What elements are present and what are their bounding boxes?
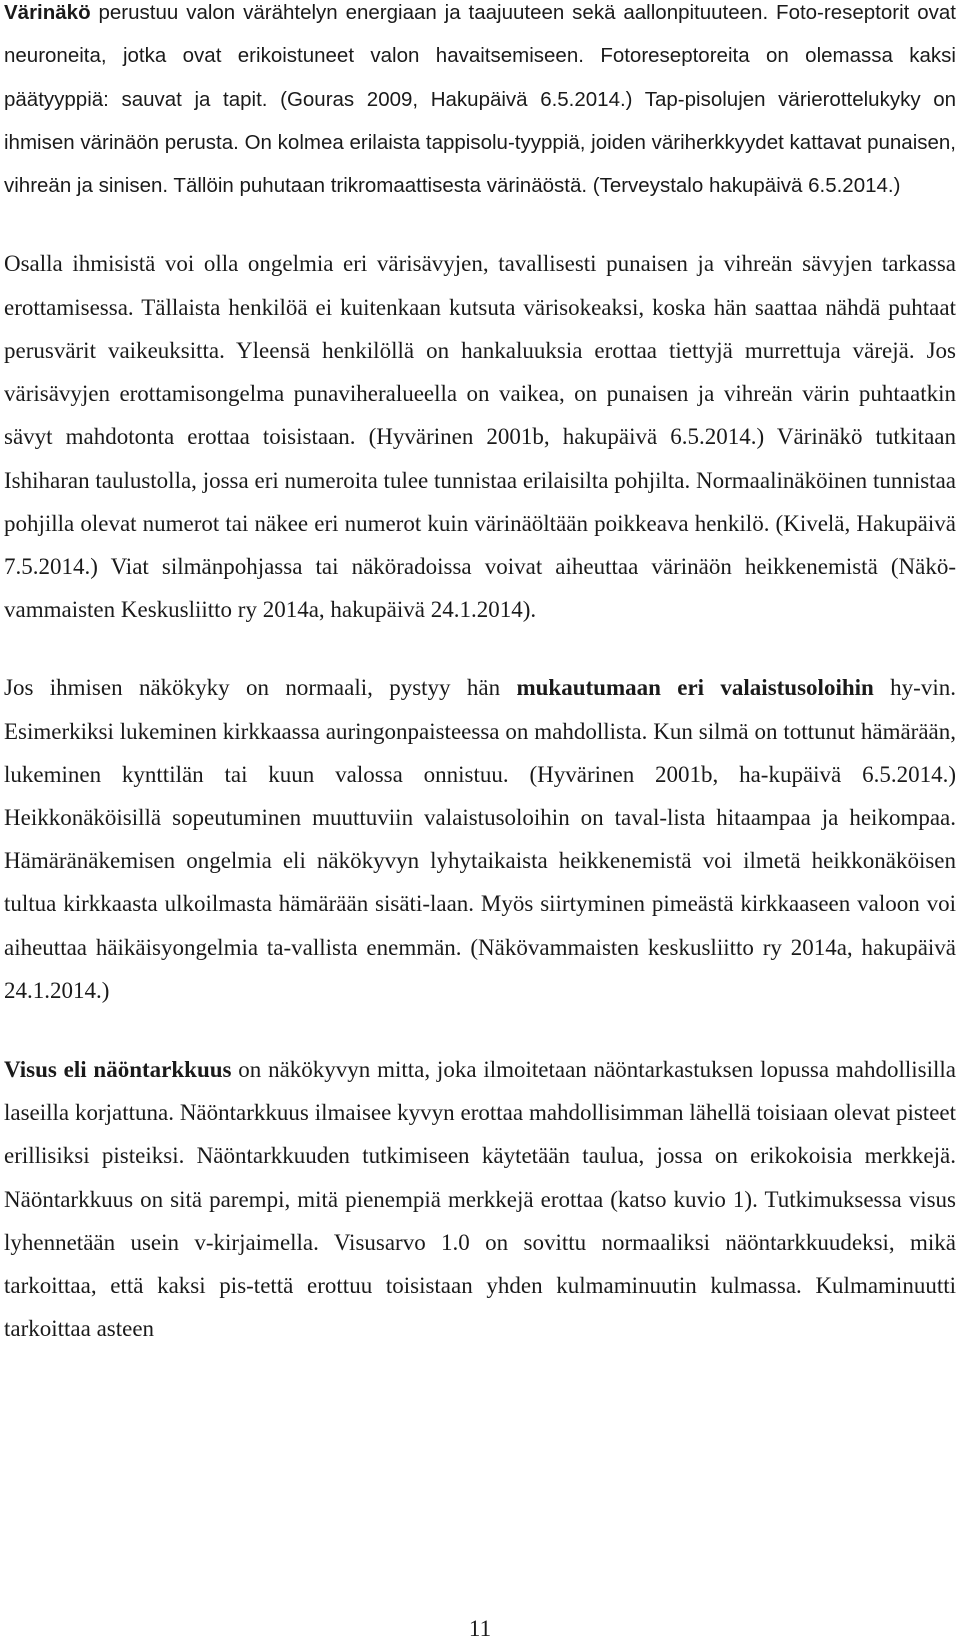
body-text [4,0,956,1350]
page-number: 11 [468,1616,492,1641]
term-light-adaptation: mukautumaan eri valaistusoloihin [516,675,874,701]
paragraph-light-adaptation [4,666,956,1012]
paragraph-text: Osalla ihmisistä voi olla ongelmia eri värisävyjen, tavallisesti punaisen ja vihreän sävyjen tarkassa erottamisessa. Tällaista henkilöä ei kuitenkaan kutsuta värisokeaksi, koska hän saattaa nähdä puhtaat perusvärit vaikeuksitta. Yleensä henkilöllä on hankaluuksia erottaa tiettyjä murrettuja värejä. Jos värisävyjen erottamisongelma punaviheralueella on vaikea, on punaisen ja vihreän värin puhtaatkin sävyt mahdotonta erottaa toisistaan. (Hyvärinen 2001b, hakupäivä 6.5.2014.) Värinäkö tutkitaan Ishiharan taulustolla, jossa eri numeroita tulee tunnistaa erilaisilta pohjilta. Normaalinäköinen tunnistaa pohjilla olevat numerot tai näkee eri numerot kuin värinäöltään poikkeava henkilö. (Kivelä, Hakupäivä 7.5.2014.) Viat silmänpohjassa tai näköradoissa voivat aiheuttaa värinäön heikkenemistä (Näkö-vammaisten Keskusliitto ry 2014a, hakupäivä 24.1.2014). [4,251,956,623]
paragraph-color-vision [4,0,956,207]
paragraph-color-discrimination [4,242,956,631]
term-visual-acuity: Visus eli näöntarkkuus [4,1056,232,1082]
paragraph-text: on näkökyvyn mitta, joka ilmoitetaan näöntarkastuksen lopussa mahdollisilla laseilla korjattuna. Näöntarkkuus ilmaisee kyvyn erottaa mahdollisimman lähellä toisiaan olevat pisteet erillisiksi pisteiksi. Näöntarkkuuden tutkimiseen käytetään taulua, jossa on erikokoisia merkkejä. Näöntarkkuus on sitä parempi, mitä pienempiä merkkejä erottaa (katso kuvio 1). Tutkimuksessa visus lyhennetään usein v-kirjaimella. Visusarvo 1.0 on sovittu normaaliksi näöntarkkuudeksi, mikä tarkoittaa, että kaksi pis-tettä erottuu toisistaan yhden kulmaminuutin kulmassa. Kulmaminuutti tarkoittaa asteen [4,1056,956,1342]
paragraph-visual-acuity [4,1048,956,1350]
paragraph-text: perustuu valon värähtelyn energiaan ja taajuuteen sekä aallonpituuteen. Foto-reseptorit ovat neuroneita, jotka ovat erikoistuneet valon havaitsemiseen. Fotoreseptoreita on olemassa kaksi päätyyppiä: sauvat ja tapit. (Gouras 2009, Hakupäivä 6.5.2014.) Tap-pisolujen värierottelukyky on ihmisen värinäön perusta. On kolmea erilaista tappisolu-tyyppiä, joiden väriherkkyydet kattavat punaisen, vihreän ja sinisen. Tällöin puhutaan trikromaattisesta värinäöstä. (Terveystalo hakupäivä 6.5.2014.) [4,1,956,198]
term-color-vision: Värinäkö [4,1,91,24]
paragraph-text: hy-vin. Esimerkiksi lukeminen kirkkaassa auringonpaisteessa on mahdollista. Kun silmä on tottunut hämärään, lukeminen kynttilän tai kuun valossa onnistuu. (Hyvärinen 2001b, ha-kupäivä 6.5.2014.) Heikkonäköisillä sopeutuminen muuttuviin valaistusoloihin on taval-lista hitaampaa ja heikompaa. Hämäränäkemisen ongelmia eli näkökyvyn lyhytaikaista heikkenemistä voi ilmetä heikkonäköisen tultua kirkkaasta ulkoilmasta hämärään sisäti-laan. Myös siirtyminen pimeästä kirkkaaseen valoon voi aiheuttaa häikäisyongelmia ta-vallista enemmän. (Näkövammaisten keskusliitto ry 2014a, hakupäivä 24.1.2014.) [4,675,956,1003]
paragraph-text: Jos ihmisen näkökyky on normaali, pystyy hän [4,675,517,701]
